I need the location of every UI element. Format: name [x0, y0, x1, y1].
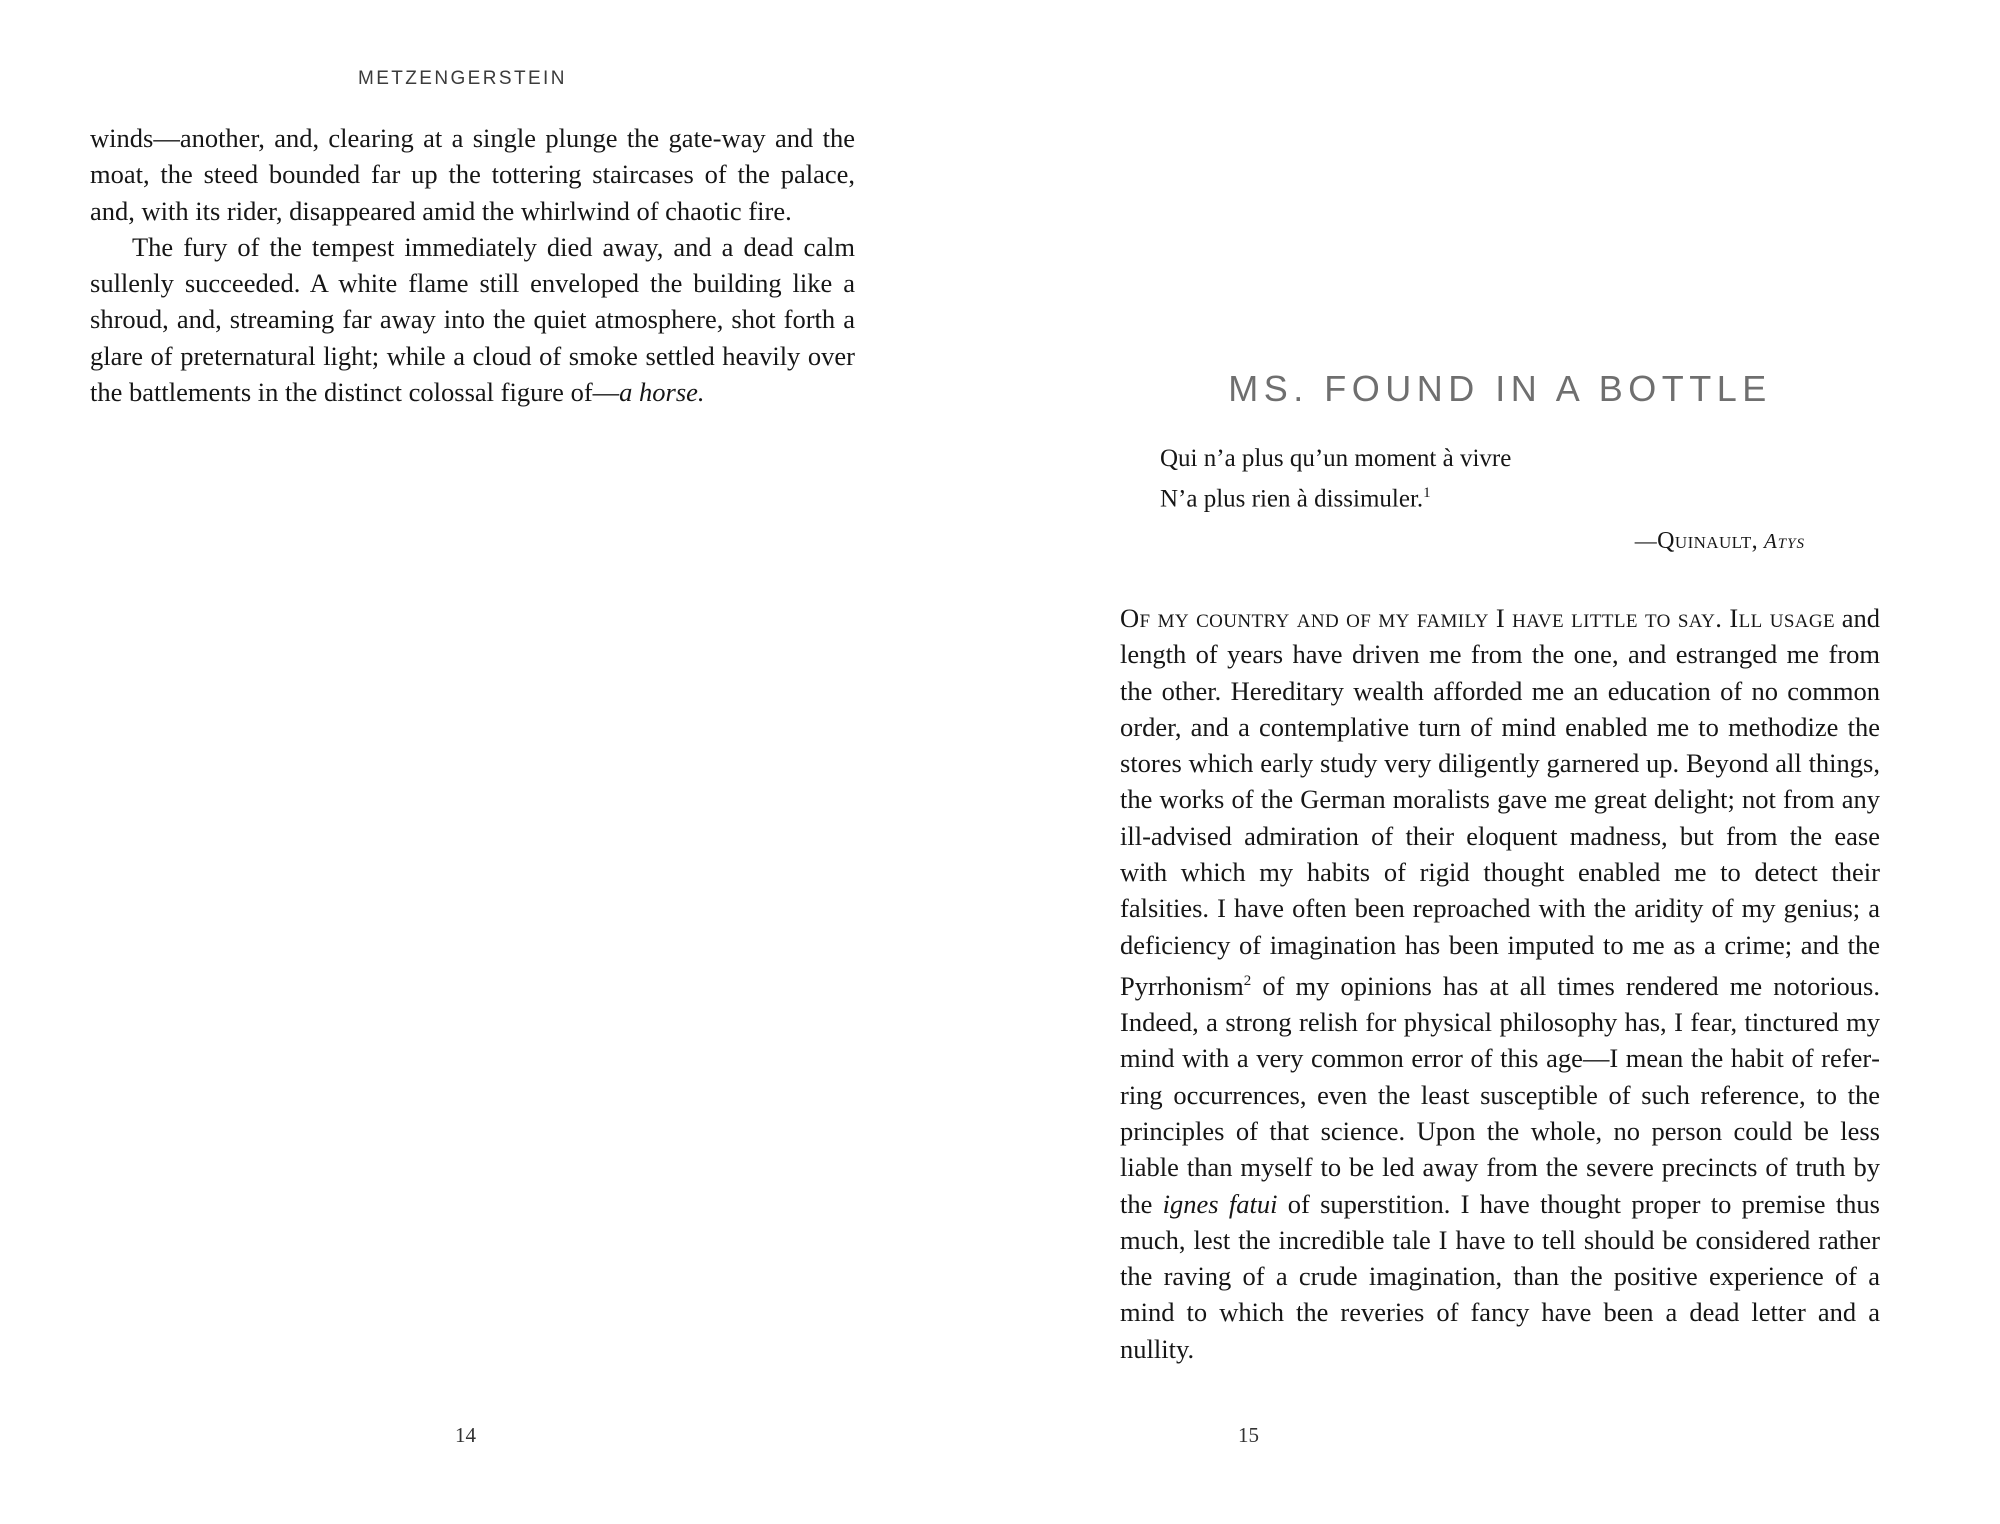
- epigraph-line-text: N’a plus rien à dissimuler.: [1160, 485, 1424, 513]
- body-text: of my opinions has at all times rendered me notorious. Indeed, a strong relish for physical philosophy has, I fear, tinctured my mind with a very common error of this age—I mean the habit of referring occurrences, even the least susceptible of such reference, to the principles of that science. Upon the whole, no person could be less liable than myself to be led away from the severe precincts of truth by the: [1120, 970, 1880, 1219]
- body-text: of superstition. I have thought proper to premise thus much, lest the incredible tale I have to tell should be considered rather the raving of a crude imagination, than the positive experience of a mind to which the reveries of fancy have been a dead letter and a nullity.: [1120, 1188, 1880, 1364]
- page-number-right: 15: [1238, 1423, 1259, 1447]
- running-head: METZENGERSTEIN: [358, 68, 567, 89]
- epigraph-attribution: [1160, 524, 1805, 558]
- footnote-marker: 1: [1423, 485, 1431, 501]
- body-text: and length of years have driven me from the one, and estranged me from the other. Hereditary wealth afforded me an education of no common order, and a contemplative turn of mind enabled me to methodize the stores which early study very diligently garnered up. Beyond all things, the works of the German moralists gave me great delight; not from any ill-advised admiration of their eloquent madness, but from the ease with which my habits of rigid thought enabled me to detect their falsities. I have often been reproached with the aridity of my genius; a deficiency of imagination has been imputed to me as a crime; and the Pyrrhonism: [1120, 603, 1881, 1001]
- right-page: [1000, 0, 2000, 1524]
- right-page-body: [1120, 600, 1880, 1367]
- paragraph: [1120, 600, 1880, 1367]
- footnote-marker: 2: [1243, 972, 1252, 989]
- paragraph: winds—another, and, clearing at a single plunge the gate-way and the moat, the steed bounded far up the tottering staircases of the palace, and, with its rider, disappeared amid the whirlwind of chaotic fire.: [90, 123, 855, 226]
- opening-smallcaps: Of my country and of my family I have little to say. Ill usage: [1120, 603, 1836, 633]
- attribution-dash: —: [1634, 528, 1658, 554]
- chapter-title: MS. FOUND IN A BOTTLE: [1228, 368, 1772, 409]
- attribution-work: Atys: [1763, 529, 1805, 554]
- paragraph-text: The fury of the tempest immediately died away, and a dead calm sullenly succeeded. A white flame still enveloped the building like a shroud, and, streaming far away into the quiet atmosphere, shot forth a glare of preternatural light; while a cloud of smoke settled heavily over the battlements in the distinct colossal figure of—: [90, 231, 855, 408]
- epigraph: [1160, 442, 1860, 558]
- left-page-body: [90, 120, 855, 410]
- paragraph: [90, 229, 855, 410]
- paragraph-italic-tail: a horse.: [619, 377, 705, 408]
- page-number-left: 14: [455, 1423, 476, 1447]
- body-italic-phrase: ignes fatui: [1162, 1188, 1278, 1219]
- attribution-author: Quinault,: [1657, 528, 1759, 555]
- epigraph-line: Qui n’a plus qu’un moment à vivre: [1160, 445, 1512, 472]
- epigraph-line: [1160, 476, 1860, 516]
